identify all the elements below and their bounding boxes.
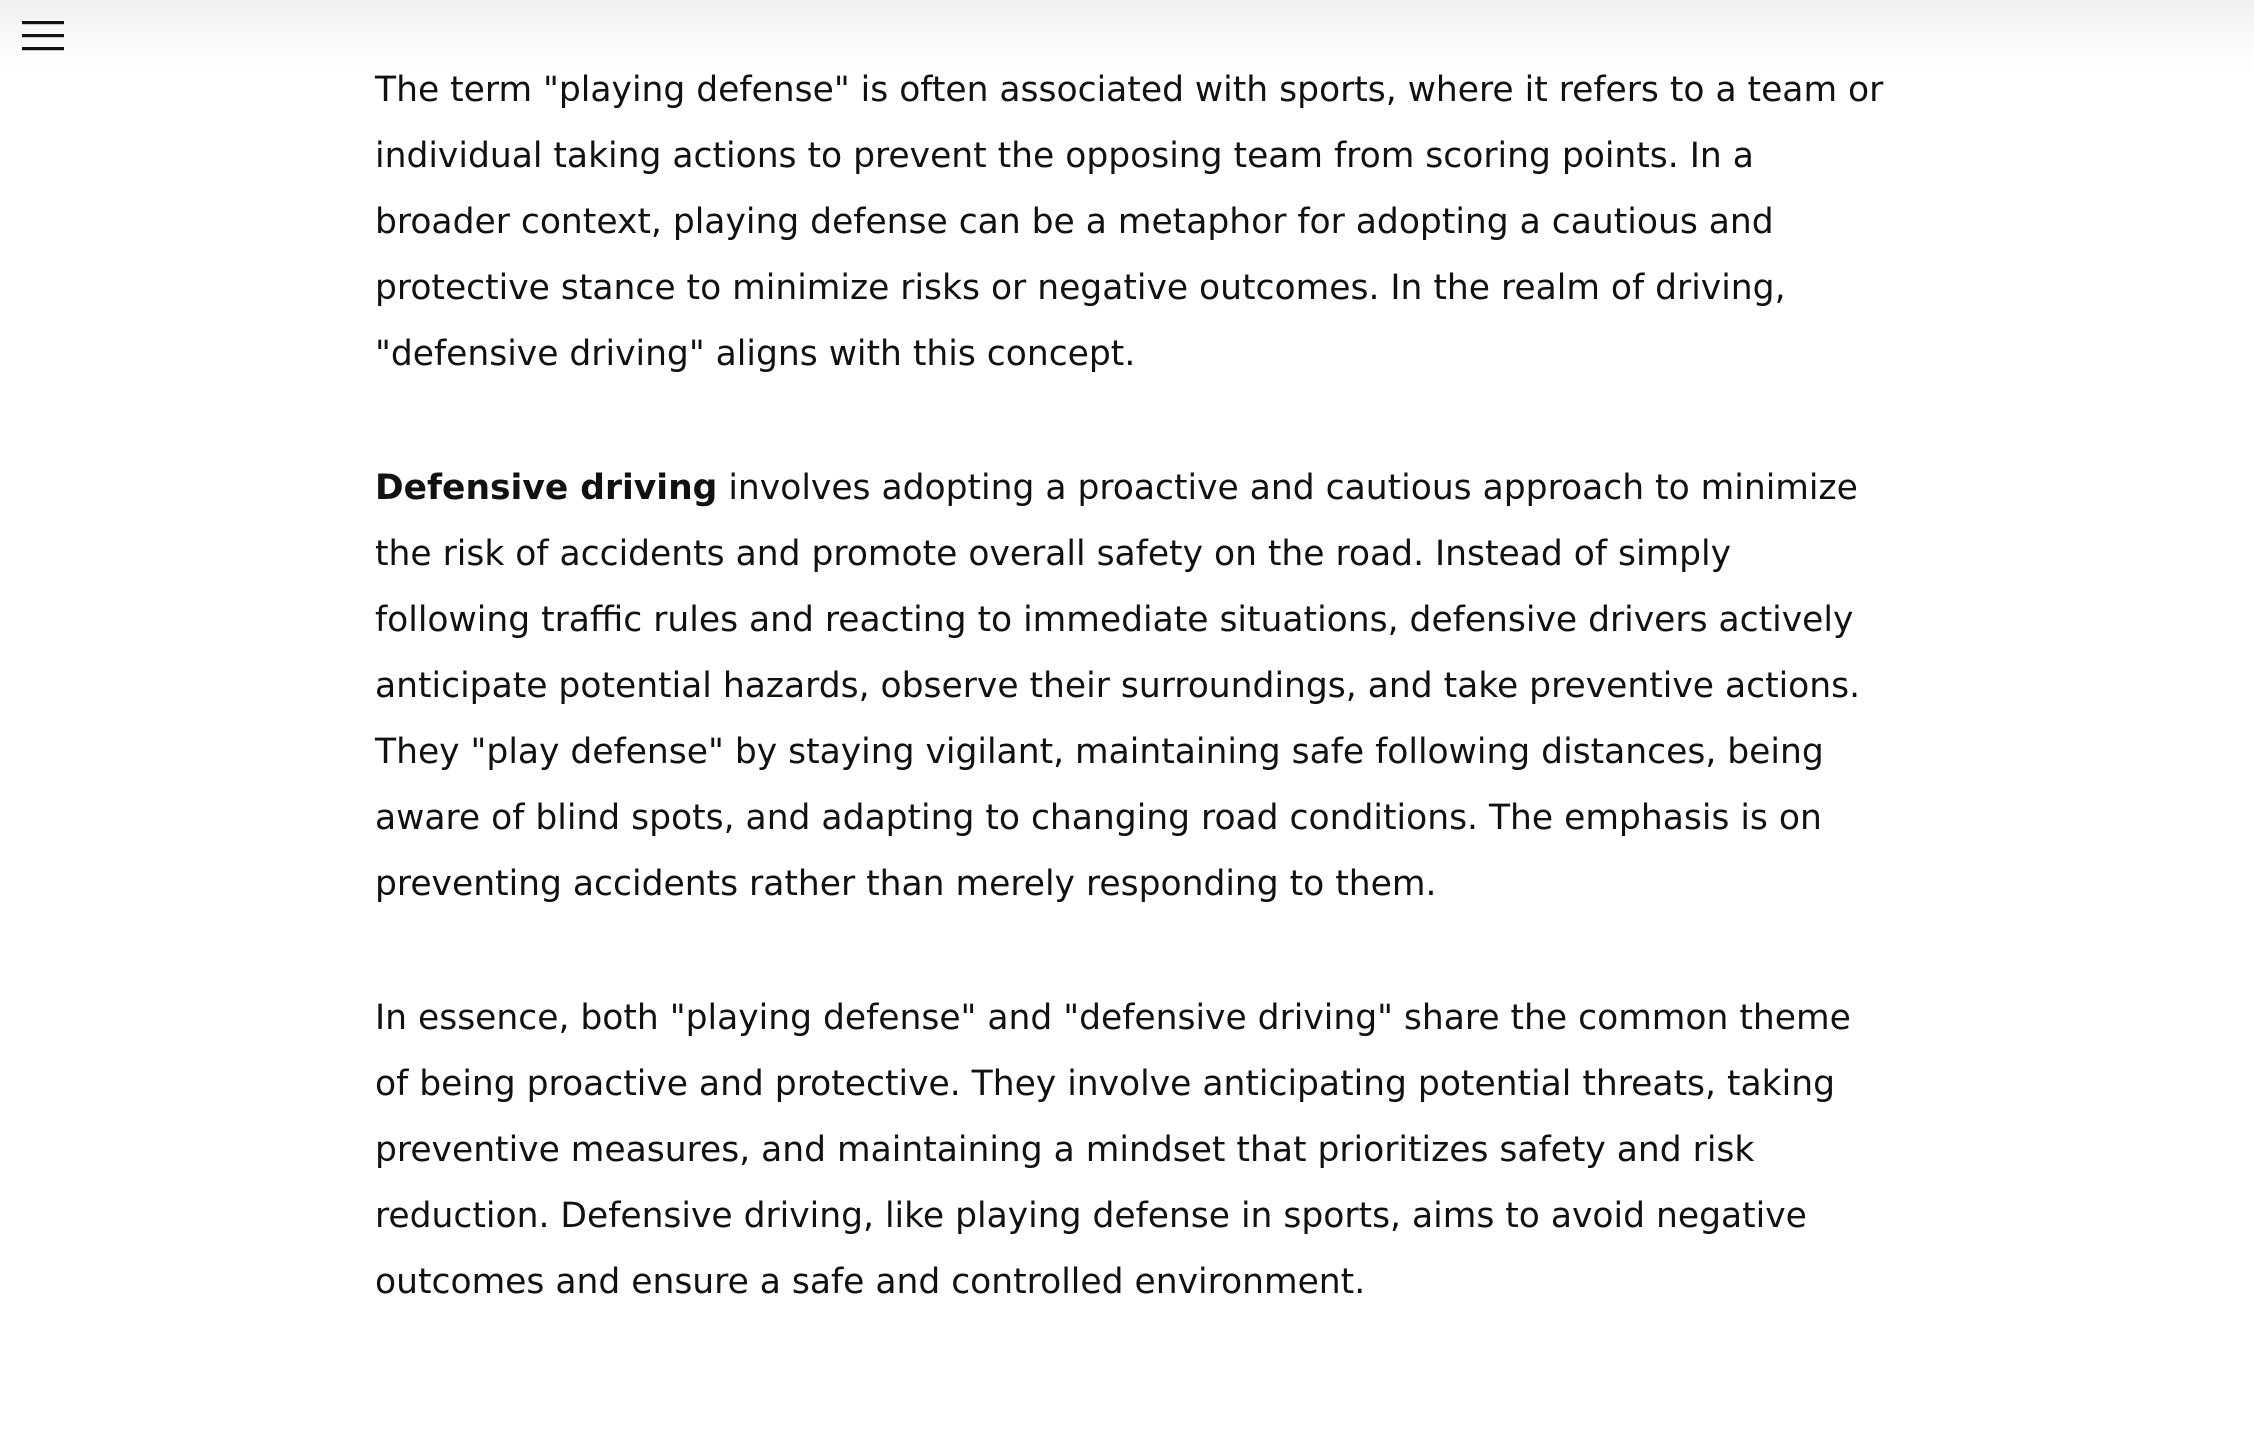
article-paragraph-2-text: involves adopting a proactive and cautious approach to minimize the risk of accidents and promote overall safety on the road. Instead of simply following traffic rules and reacting to immediate situations, defensive drivers actively anticipate potential hazards, observe their surroundings, and take preventive actions. They "play defense" by staying vigilant, maintaining safe following distances, being aware of blind spots, and adapting to changing road conditions. The emphasis is on preventing accidents rather than merely responding to them. [375,468,1861,904]
article-paragraph-2 [375,455,1895,917]
defensive-driving-term: Defensive driving [375,468,718,508]
hamburger-menu-icon [22,20,66,52]
article-paragraph-3: In essence, both "playing defense" and "defensive driving" share the common theme of being proactive and protective. They involve anticipating potential threats, taking preventive measures, and maintaining a mindset that prioritizes safety and risk reduction. Defensive driving, like playing defense in sports, aims to avoid negative outcomes and ensure a safe and controlled environment. [375,998,1851,1302]
article-body [375,57,1895,1383]
article-paragraph-1: The term "playing defense" is often associated with sports, where it refers to a team or individual taking actions to prevent the opposing team from scoring points. In a broader context, playing defense can be a metaphor for adopting a cautious and protective stance to minimize risks or negative outcomes. In the realm of driving, "defensive driving" aligns with this concept. [375,70,1884,374]
menu-button[interactable] [22,20,66,52]
